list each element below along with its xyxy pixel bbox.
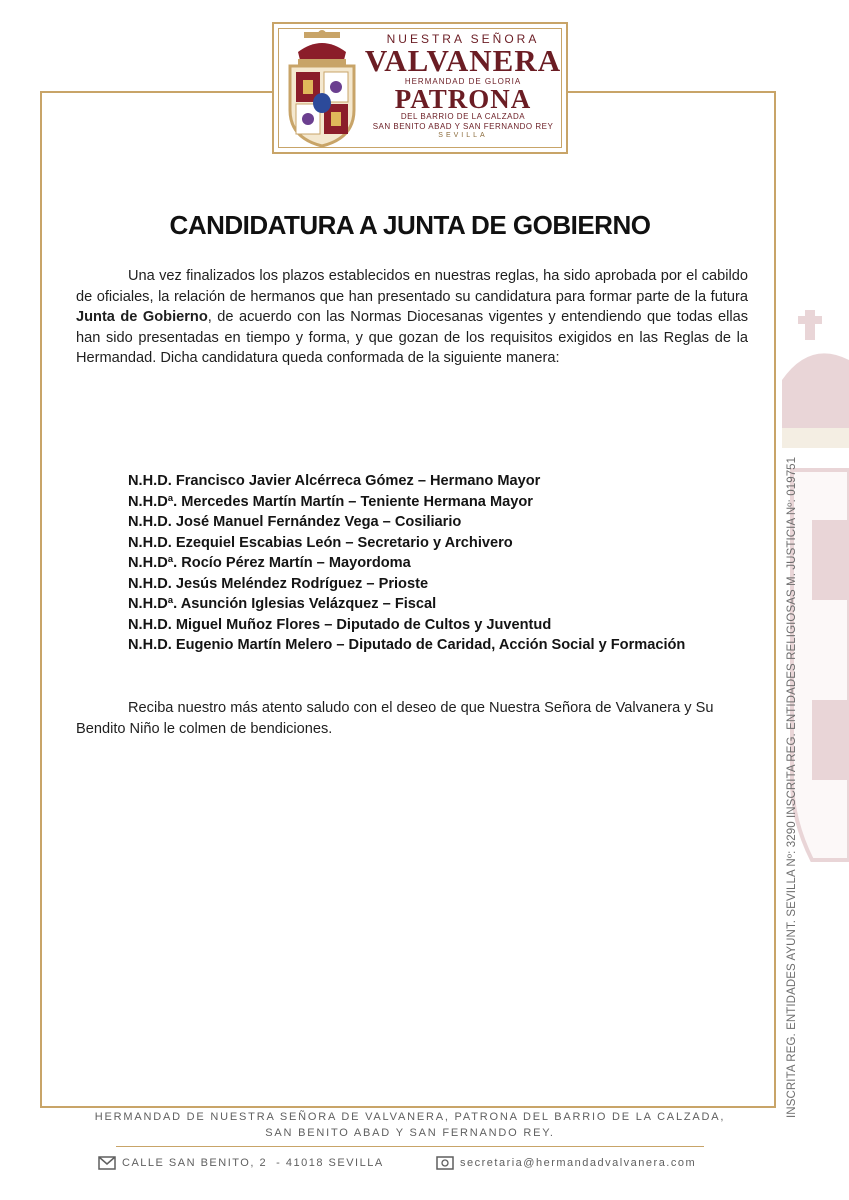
intro-text-part-2: , de acuerdo con las Normas Diocesanas vigentes y entendiendo que todas ellas han sido presentadas en tiempo y forma, y que gozan de los requisitos exigidos en las Reglas de la Hermandad. Dicha candidatura queda conformada de la siguiente manera: (76, 309, 748, 367)
footer-divider (116, 1146, 704, 1147)
candidate-item: N.H.D. Francisco Javier Alcérreca Gómez – Hermano Mayor (128, 473, 541, 489)
page-title: CANDIDATURA A JUNTA DE GOBIERNO (169, 210, 651, 240)
candidate-list (128, 471, 768, 656)
closing-paragraph (76, 698, 748, 740)
address-text: CALLE SAN BENITO, 2 - 41018 SEVILLA (122, 1157, 384, 1169)
candidate-item: N.H.Dª. Asunción Iglesias Velázquez – Fiscal (128, 596, 437, 612)
logo-line-5: DEL BARRIO DE LA CALZADA (400, 112, 526, 121)
closing-text: Reciba nuestro más atento saludo con el deseo de que Nuestra Señora de Valvanera y Su Bendito Niño le colmen de bendiciones. (76, 700, 714, 737)
envelope-icon (98, 1156, 116, 1170)
candidate-item: N.H.D. Eugenio Martín Melero – Diputado de Caridad, Acción Social y Formación (128, 637, 686, 653)
email-at-icon (436, 1156, 454, 1170)
candidate-item: N.H.Dª. Mercedes Martín Martín – Teniente Hermana Mayor (128, 493, 533, 510)
logo-line-4: PATRONA (394, 84, 532, 114)
registration-side-text: INSCRITA REG. ENTIDADES AYUNT. SEVILLA Nº: 3290 INSCRITA REG. ENTIDADES RELIGIOSAS M. JUSTICIA Nº: 019751 (786, 456, 798, 1118)
logo-line-2: VALVANERA (364, 43, 562, 78)
candidate-item: N.H.D. Ezequiel Escabias León – Secretario y Archivero (128, 534, 513, 551)
intro-text-part-1: Una vez finalizados los plazos establecidos en nuestras reglas, ha sido aprobada por el cabildo de oficiales, la relación de hermanos que han presentado su candidatura para formar parte de la futura (76, 268, 748, 305)
logo-line-1: NUESTRA SEÑORA (386, 32, 540, 46)
logo-line-3: HERMANDAD DE GLORIA (404, 77, 522, 86)
coat-of-arms-icon (284, 30, 360, 148)
watermark-crest-icon (772, 300, 849, 880)
candidate-item: N.H.D. Jesús Meléndez Rodríguez – Prioste (128, 575, 429, 592)
candidate-item: N.H.D. José Manuel Fernández Vega – Cosiliario (128, 514, 462, 530)
footer-email (436, 1156, 696, 1170)
intro-paragraph (76, 266, 748, 369)
footer-line-1: HERMANDAD DE NUESTRA SEÑORA DE VALVANERA, PATRONA DEL BARRIO DE LA CALZADA, (94, 1111, 726, 1123)
logo-line-6: SAN BENITO ABAD Y SAN FERNANDO REY (372, 122, 554, 131)
candidate-item: N.H.Dª. Rocío Pérez Martín – Mayordoma (128, 555, 411, 571)
footer-line-2: SAN BENITO ABAD Y SAN FERNANDO REY. (265, 1127, 555, 1139)
logo-text (364, 28, 562, 139)
email-link[interactable]: secretaria@hermandadvalvanera.com (460, 1157, 697, 1169)
logo-line-7: SEVILLA (438, 132, 488, 139)
intro-text-bold: Junta de Gobierno (76, 309, 208, 326)
brotherhood-logo (272, 22, 568, 154)
footer-address (98, 1156, 384, 1170)
candidate-item: N.H.D. Miguel Muñoz Flores – Diputado de Cultos y Juventud (128, 616, 552, 633)
